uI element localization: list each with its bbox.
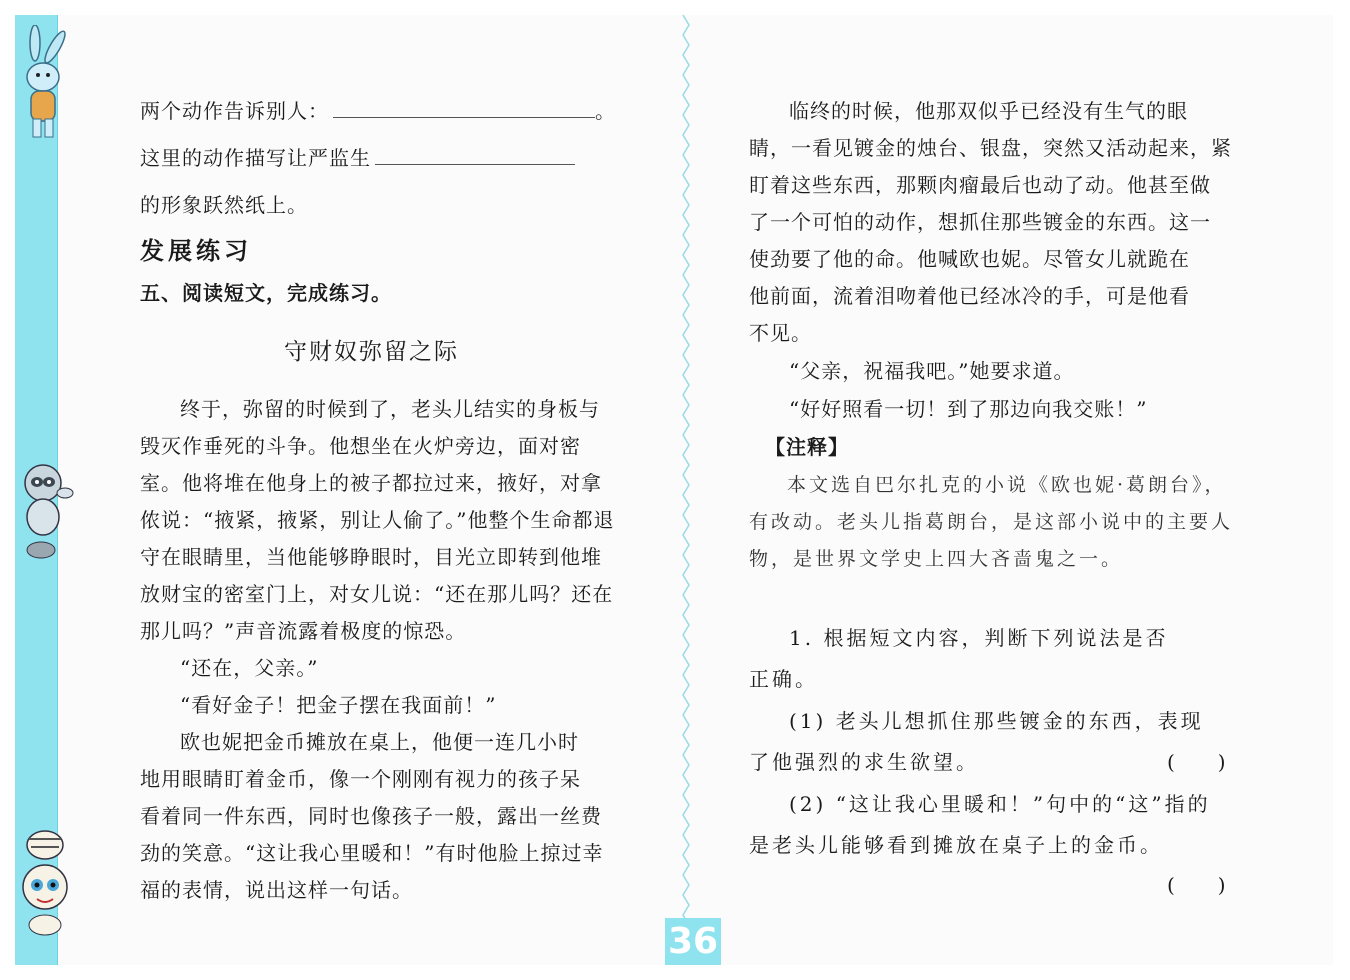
story-line: 欧也妮把金币摊放在桌上，他便一连几小时	[180, 730, 579, 754]
exercise-heading: 五、阅读短文，完成练习。	[140, 281, 392, 305]
story-line: 放财宝的密室门上，对女儿说：“还在那儿吗？还在	[140, 582, 614, 606]
fill-line-1	[140, 93, 616, 130]
fill-continuation: 的形象跃然纸上。	[140, 193, 308, 217]
story-line: 睛，一看见镀金的烛台、银盘，突然又活动起来，紧	[749, 136, 1232, 160]
story-line: 室。他将堆在他身上的被子都拉过来，掖好，对拿	[140, 471, 602, 495]
section-heading: 发展练习	[140, 237, 252, 265]
fill-label-1: 两个动作告诉别人：	[140, 99, 329, 123]
question-1-1: (1) 老头儿想抓住那些镀金的东西，表现	[789, 709, 1204, 733]
story-line: 看着同一件东西，同时也像孩子一般，露出一丝费	[140, 804, 602, 828]
question-1-1-cont: 了他强烈的求生欲望。	[749, 750, 979, 774]
story-line: 那儿吗？”声音流露着极度的惊恐。	[140, 619, 467, 643]
story-line: 毁灭作垂死的斗争。他想坐在火炉旁边，面对密	[140, 434, 581, 458]
right-page	[749, 15, 1249, 965]
story-line: 了一个可怕的动作，想抓住那些镀金的东西。这一	[749, 210, 1211, 234]
story-line: 终于，弥留的时候到了，老头儿结实的身板与	[180, 397, 600, 421]
answer-parentheses-2[interactable]: ( )	[1167, 873, 1227, 897]
question-1-2-cont: 是老头儿能够看到摊放在桌子上的金币。	[749, 833, 1163, 857]
question-1: 1. 根据短文内容，判断下列说法是否	[789, 626, 1169, 650]
tiger-mascot-icon	[15, 815, 85, 945]
note-label: 【注释】	[765, 435, 849, 459]
note-line: 物，是世界文学史上四大吝啬鬼之一。	[749, 548, 1124, 570]
dialogue-line: “好好照看一切！到了那边向我交账！”	[789, 397, 1148, 421]
center-fold-divider	[679, 15, 693, 965]
answer-blank-2[interactable]	[375, 146, 575, 165]
dialogue-line: “看好金子！把金子摆在我面前！”	[180, 693, 497, 717]
story-line: 他前面，流着泪吻着他已经冰冷的手，可是他看	[749, 284, 1190, 308]
fill-end-1: 。	[595, 99, 616, 123]
raccoon-mascot-icon	[15, 455, 85, 565]
note-line: 有改动。老头儿指葛朗台，是这部小说中的主要人	[749, 511, 1234, 533]
dialogue-line: “还在，父亲。”	[180, 656, 319, 680]
answer-parentheses-1[interactable]: ( )	[1167, 750, 1227, 774]
story-line: 侬说：“掖紧，掖紧，别让人偷了。”他整个生命都退	[140, 508, 615, 532]
story-line: 使劲要了他的命。他喊欧也妮。尽管女儿就跪在	[749, 247, 1190, 271]
left-page	[140, 15, 625, 965]
story-title: 守财奴弥留之际	[284, 339, 459, 365]
story-line: 福的表情，说出这样一句话。	[140, 878, 413, 902]
rabbit-mascot-icon	[15, 25, 85, 145]
fill-label-2: 这里的动作描写让严监生	[140, 146, 371, 170]
question-1-cont: 正确。	[749, 667, 818, 691]
story-line: 临终的时候，他那双似乎已经没有生气的眼	[789, 99, 1188, 123]
story-line: 不见。	[749, 321, 812, 345]
dialogue-line: “父亲，祝福我吧。”她要求道。	[789, 359, 1075, 383]
book-spread	[15, 15, 1333, 965]
story-line: 守在眼睛里，当他能够睁眼时，目光立即转到他堆	[140, 545, 602, 569]
fill-line-2	[140, 140, 575, 177]
page-number: 36	[665, 918, 721, 965]
question-1-2: (2) “这让我心里暖和！”句中的“这”指的	[789, 792, 1211, 816]
answer-blank-1[interactable]	[333, 99, 595, 118]
note-line: 本文选自巴尔扎克的小说《欧也妮·葛朗台》，	[787, 474, 1227, 496]
story-line: 劲的笑意。“这让我心里暖和！”有时他脸上掠过幸	[140, 841, 604, 865]
story-line: 地用眼睛盯着金币，像一个刚刚有视力的孩子呆	[140, 767, 581, 791]
story-line: 盯着这些东西，那颗肉瘤最后也动了动。他甚至做	[749, 173, 1211, 197]
